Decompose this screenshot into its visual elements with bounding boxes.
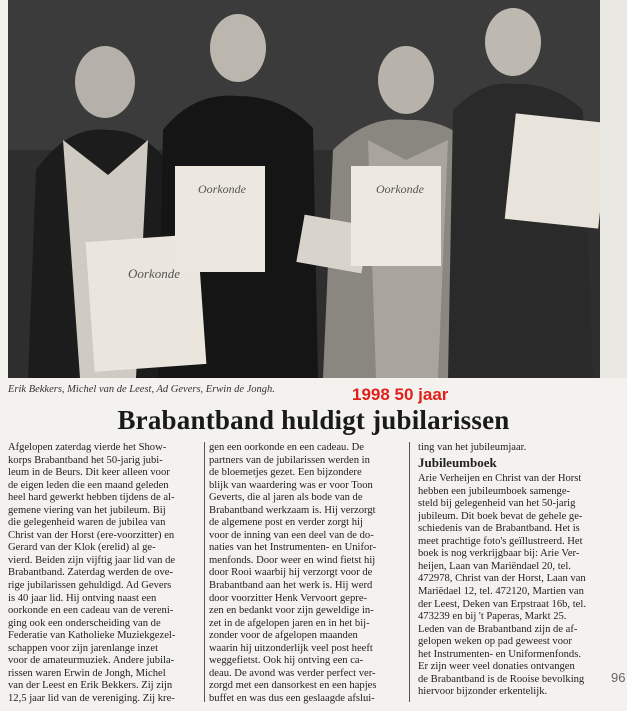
article-line: Christ van der Horst (ere-voorzitter) en [8,529,175,541]
article-line: schiedenis van de Brabantband. Het is [418,523,580,535]
article-line: 12,5 jaar lid van de vereniging. Zij kre- [8,692,175,704]
article-line: de bloemetjes gezet. Een bijzondere [209,467,362,479]
article-line: blijk van waardering was er voor Toon [209,479,373,491]
article-line: Brabantband aan het werk is. Hij werd [209,580,373,592]
article-line: de Brabantband is de Rooise bevolking [418,673,585,685]
article-line: Brabantband. Zaterdag werden de ove- [8,567,174,579]
article-line: boek is nog verkrijgbaar bij: Arie Ver- [418,548,580,560]
article-line: hiervoor bijzonder erkentelijk. [418,686,548,698]
article-column-1 [8,442,200,705]
article-line: zonder voor de afgelopen maanden [209,630,358,642]
article-line: Leden van de Brabantband zijn de af- [418,623,578,635]
article-column-3 [418,442,608,699]
article-line: door Rooi waarbij hij verzorgt voor de [209,567,373,579]
article-line: van der Leest en Erik Bekkers. Zij zijn [8,680,173,692]
column-divider [409,442,410,702]
news-photo [8,0,600,378]
article-line: naties van het Instrumenten- en Unifor- [209,542,377,554]
column-divider [204,442,205,702]
article-line: oorkonde en een cadeau van de vereni- [8,605,174,617]
article-line: partners van de jubilarissen werden in [209,454,370,466]
article-line: weggefietst. Ook hij ontving een ca- [209,655,364,667]
article-line: zen en bedankt voor zijn geweldige in- [209,605,374,617]
article-line: leum in de Beurs. Dit keer alleen voor [8,467,170,479]
column-3-intro: ting van het jubileumjaar. [418,442,527,453]
article-line: der Leest, Deken van Erpstraat 16b, tel. [418,598,586,610]
article-line: voor de amateurmuziek. Andere jubila- [8,655,175,667]
article-line: heel hard gewerkt hebben tijdens de al- [8,492,175,504]
certificate-title-2: Oorkonde [198,182,246,196]
photo-margin [600,0,627,378]
article-line: Gerard van der Klok (erelid) al ge- [8,542,156,554]
article-line: buffet en was dus een geslaagde afslui- [209,692,375,704]
article-line: menfonds. Door weer en wind fietst hij [209,554,376,566]
article-column-2 [209,442,403,705]
article-line: door voorzitter Henk Vervoort gepre- [209,592,368,604]
article-line: gelopen weken op pad geweest voor [418,636,572,648]
article-line: Afgelopen zaterdag vierde het Show- [8,442,167,453]
article-line: meet prachtige foto's geïllustreerd. Het [418,535,583,547]
article-line: waarin hij uitzonderlijk veel post heeft [209,642,373,654]
article-line: de algemene post en verder zorgt hij [209,517,363,529]
article-line: Brabantband werkzaam is. Hij verzorgt [209,504,376,516]
article-line: die gelegenheid waren de jubilea van [8,517,166,529]
article-line: steld bij gelegenheid van het 50-jarig [418,498,576,510]
article-line: Mariëdael 12, tel. 472120, Martien van [418,586,584,598]
headline: Brabantband huldigt jubilarissen [117,405,510,435]
article-line: Er zijn weer veel donaties ontvangen [418,661,575,673]
article-line: rige jubilarissen gehuldigd. Ad Gevers [8,580,172,592]
article-line: 472978, Christ van der Horst, Laan van [418,573,586,585]
photo-caption: Erik Bekkers, Michel van de Leest, Ad Gevers, Erwin de Jongh. [8,384,275,395]
article-line: de eigen leden die een maand geleden [8,479,169,491]
article-line: zet in de afgelopen jaren en in het bij- [209,617,370,629]
article-line: Arie Verheijen en Christ van der Horst [418,473,582,485]
article-line: korps Brabantband het 50-jarig jubi- [8,454,163,466]
article-line: zorgd met een dansorkest en een hapjes [209,680,377,692]
article-line: rissen waren Erwin de Jongh, Michel [8,667,166,679]
article-line: 473239 en bij 't Paperas, Markt 25. [418,611,567,623]
article-line: vierd. Beiden zijn vijftig jaar lid van de [8,554,176,566]
article-line: Federatie van Katholieke Muziekgezel- [8,630,176,642]
certificate-title-1: Oorkonde [128,266,180,281]
article-line: gen een oorkonde en een cadeau. De [209,442,365,453]
year-stamp: 1998 50 jaar [352,385,449,404]
article-line: ging ook een onderscheiding van de [8,617,161,629]
certificate-title-3: Oorkonde [376,182,424,196]
article-line: Geverts, die al jaren als bode van de [209,492,363,504]
article-line: jubileum. Dit boek bevat de gehele ge- [418,510,583,522]
article-line: hebben een jubileumboek samenge- [418,485,571,497]
article-line: deau. De avond was verder perfect ver- [209,667,376,679]
article-line: is 40 jaar lid. Hij ontving naast een [8,592,157,604]
article-line: heijen, Laan van Mariëndael 20, tel. [418,560,571,572]
article-line: het Instrumenten- en Uniformenfonds. [418,648,581,660]
article-line: schappen voor zijn jarenlange inzet [8,642,159,654]
page-number: 96 [611,670,626,685]
article-line: voor de inning van een deel van de do- [209,529,374,541]
section-subhead: Jubileumboek [418,454,497,470]
article-line: gemene viering van het jubileum. Bij [8,504,166,516]
